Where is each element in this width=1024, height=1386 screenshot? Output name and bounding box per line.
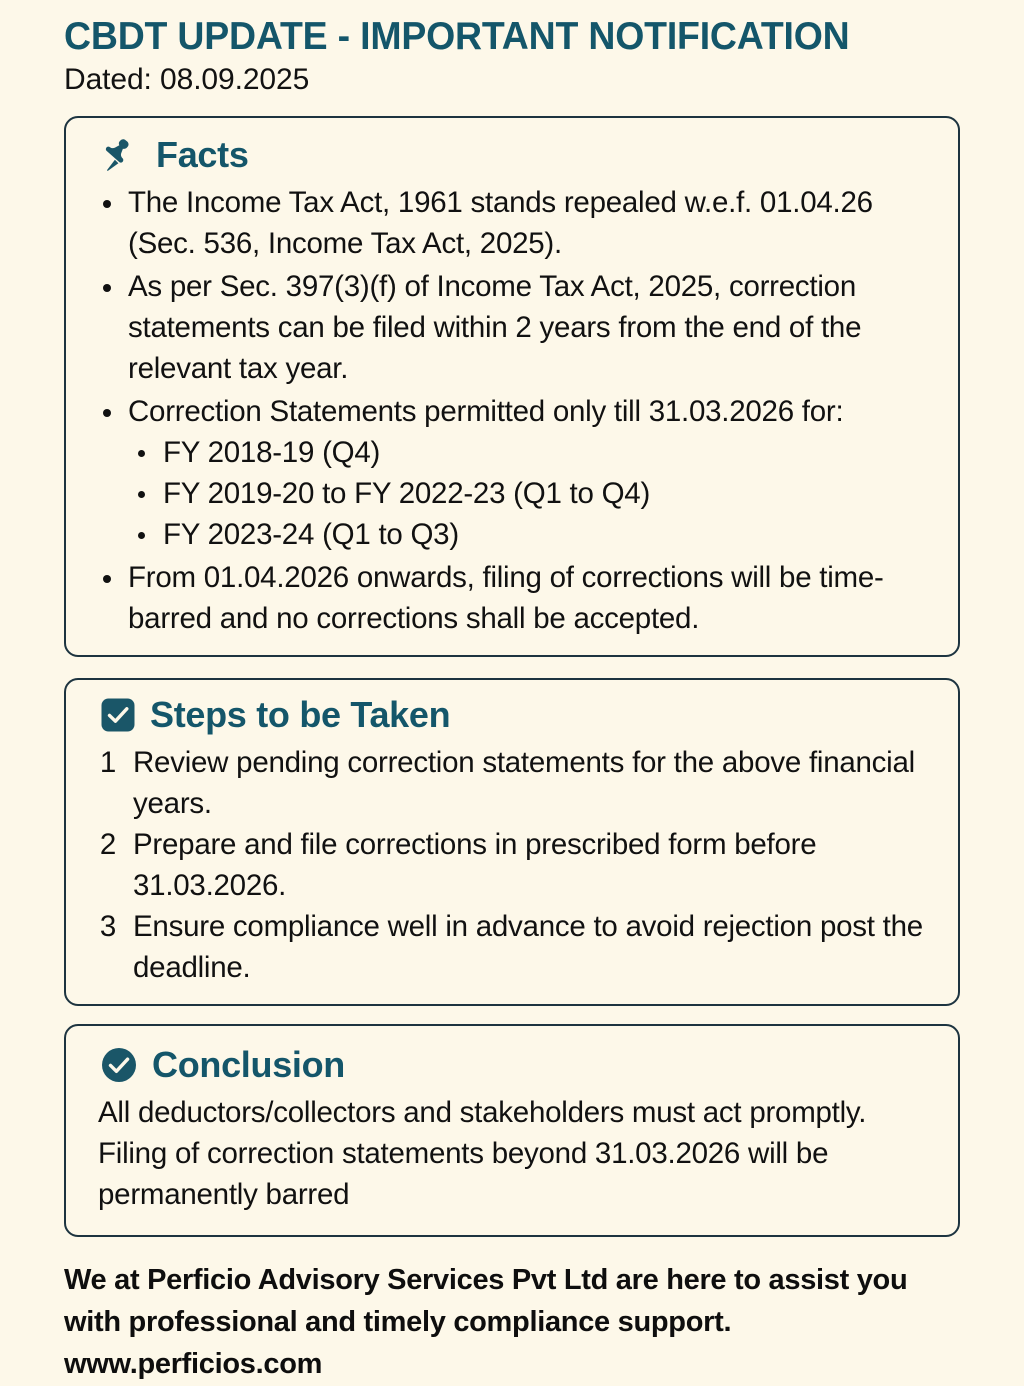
facts-sub-bullet: FY 2019-20 to FY 2022-23 (Q1 to Q4) — [128, 473, 936, 514]
step-item: Review pending correction statements for the above financial years. — [133, 746, 915, 820]
steps-card-header — [100, 694, 936, 736]
facts-sub-bullet: FY 2018-19 (Q4) — [128, 432, 936, 473]
steps-heading: Steps to be Taken — [150, 694, 451, 735]
footer — [64, 1259, 960, 1385]
facts-bullet: From 01.04.2026 onwards, filing of corrections will be time-barred and no corrections shall be accepted. — [88, 557, 936, 639]
conclusion-text: All deductors/collectors and stakeholders must act promptly. Filing of correction statements beyond 31.03.2026 will be permanently barred — [98, 1096, 867, 1211]
checkbox-checked-icon — [100, 697, 136, 733]
facts-bullet: As per Sec. 397(3)(f) of Income Tax Act, 2025, correction statements can be filed within 2 years from the end of the relevant tax year. — [88, 266, 936, 389]
poster-header — [64, 0, 960, 99]
conclusion-heading: Conclusion — [152, 1044, 345, 1085]
facts-card-header — [100, 134, 936, 176]
step-item: Ensure compliance well in advance to avoid rejection post the deadline. — [133, 910, 923, 984]
facts-heading: Facts — [156, 134, 249, 175]
steps-list — [88, 742, 936, 988]
facts-sub-bullet-list — [128, 432, 936, 555]
pushpin-icon — [102, 135, 142, 175]
check-circle-icon — [100, 1046, 138, 1084]
facts-bullet-list — [88, 182, 936, 639]
footer-line-1: We at Perficio Advisory Services Pvt Ltd are here to assist you — [64, 1264, 908, 1296]
facts-bullet-label: Correction Statements permitted only till 31.03.2026 for: — [128, 395, 844, 428]
facts-card — [64, 116, 960, 657]
facts-sub-bullet: FY 2023-24 (Q1 to Q3) — [128, 514, 936, 555]
conclusion-card — [64, 1024, 960, 1237]
page-title: CBDT UPDATE - IMPORTANT NOTIFICATION — [64, 15, 850, 58]
footer-website[interactable]: www.perficios.com — [64, 1348, 323, 1380]
footer-line-2: with professional and timely compliance support. — [64, 1306, 732, 1338]
step-item: Prepare and file corrections in prescribed form before 31.03.2026. — [133, 828, 817, 902]
facts-bullet: The Income Tax Act, 1961 stands repealed w.e.f. 01.04.26 (Sec. 536, Income Tax Act, 2025). — [88, 182, 936, 264]
steps-card — [64, 678, 960, 1006]
conclusion-card-header — [100, 1044, 936, 1086]
facts-bullet — [88, 391, 936, 555]
dated-line: Dated: 08.09.2025 — [64, 63, 310, 96]
